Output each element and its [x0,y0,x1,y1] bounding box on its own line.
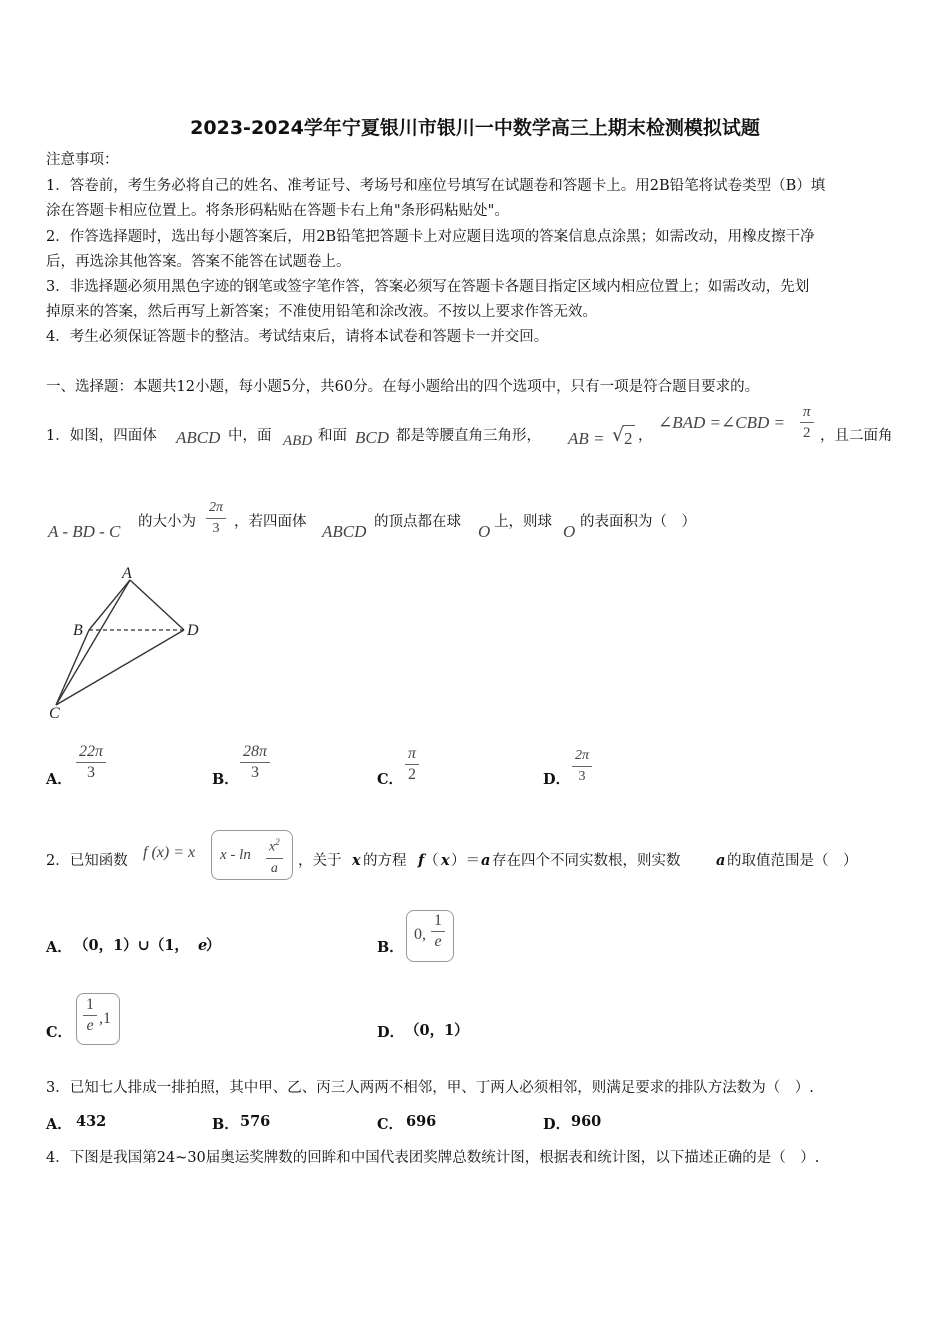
q1-text: 上，则球 [494,514,552,530]
q1-math-o: O [478,522,491,541]
vertex-label-d: D [187,622,199,639]
q2-text: 存在四个不同实数根，则实数 [492,853,681,869]
fraction-numerator: 2π [572,746,592,767]
fraction-denominator: 3 [251,764,259,781]
vertex-label-b: B [73,622,83,639]
fraction-numerator: 1 [83,995,97,1016]
q1-text: 和面 [318,428,347,444]
q2-var-x: x [352,852,361,869]
option-label: B． [212,771,239,788]
q1-math-abd: ABD [283,433,313,449]
option-label: D． [543,1116,571,1133]
option-fraction [431,911,445,952]
q2-text: 的方程 [363,853,407,869]
option-label: C． [46,1024,73,1041]
option-label: A． [46,771,72,788]
fraction-numerator: π [800,402,814,423]
q2-function: f (x) = x [143,844,196,861]
page-title: 2023-2024学年宁夏银川市银川一中数学高三上期末检测模拟试题 [190,117,760,139]
fraction-denominator: e [434,933,442,950]
option-label: C． [377,771,404,788]
option-value: 696 [406,1113,437,1130]
q2-inner: x - ln [220,847,251,863]
option-fraction [76,742,106,783]
edge-ac [56,580,130,705]
q1-math-abcd: ABCD [176,428,221,447]
vertex-label-c: C [49,705,60,722]
notice-heading: 注意事项： [46,152,119,168]
q1-angle-fraction [800,402,814,443]
option-fraction [572,746,592,787]
option-value: 960 [571,1113,602,1130]
sqrt-symbol: √ [612,424,625,446]
notice-line: 后，再选涂其他答案。答案不能答在试题卷上。 [46,254,351,270]
q1-sqrt-value: 2 [624,429,633,448]
sqrt-bar [623,425,635,426]
option-fraction [405,744,419,785]
q1-dihedral: A - BD - C [48,522,121,541]
fraction-denominator: e [86,1017,94,1034]
q2-text: ，关于 [298,853,342,869]
option-text: （0，1）∪（1， [74,937,189,954]
q1-text: 都是等腰直角三角形， [396,428,541,444]
q1-text: 的顶点都在球 [374,514,461,530]
fraction-denominator: 3 [87,764,95,781]
q1-math-abcd: ABCD [322,522,367,541]
fraction-numerator: 2π [206,498,226,519]
option-one: ,1 [99,1010,111,1027]
q2-text: （ [424,853,439,869]
q1-angle: ∠BAD =∠CBD = [658,413,785,432]
q2-var-a: a [716,852,726,869]
q2-text: 2．已知函数 [46,853,128,869]
q1-text: 1．如图，四面体 [46,428,157,444]
q1-text: 的表面积为（ ） [580,514,696,530]
var-x: x [269,839,276,855]
edge-bc [56,630,89,705]
q1-text: ，若四面体 [234,514,307,530]
fraction-denominator: 3 [212,521,220,536]
notice-line: 掉原来的答案，然后再写上新答案；不准使用铅笔和涂改液。不按以上要求作答无效。 [46,304,597,320]
q1-text: 中，面 [228,428,272,444]
notice-line: 3．非选择题必须用黑色字迹的钢笔或签字笔作答，答案必须写在答题卡各题目指定区域内相应位置上；如需改动，先划 [46,279,810,295]
q2-fraction [266,832,283,879]
fraction-numerator: π [405,744,419,765]
q1-math-bcd: BCD [355,428,389,447]
fraction-denominator: a [270,860,278,876]
option-label: A． [46,939,72,956]
edge-cd [56,630,184,705]
q4-text: 4．下图是我国第24~30届奥运奖牌数的回眸和中国代表团奖牌总数统计图，根据表和统计图，以下描述正确的是（ ）. [46,1150,820,1166]
option-label: C． [377,1116,404,1133]
fraction-numerator: 28π [240,742,270,763]
vertex-label-a: A [122,565,132,582]
q1-text: 的大小为 [138,514,196,530]
notice-line: 1．答卷前，考生务必将自己的姓名、准考证号、考场号和座位号填写在试题卷和答题卡上。用2B铅笔将试卷类型（B）填 [46,178,826,194]
fraction-numerator: 22π [76,742,106,763]
fraction-denominator: 3 [578,769,586,784]
option-label: A． [46,1116,72,1133]
q1-text: ，且二面角 [820,428,893,444]
option-label: D． [377,1024,405,1041]
option-text: （0，1） [405,1022,469,1039]
option-value: 432 [76,1113,107,1130]
option-zero: 0, [414,926,426,943]
fraction-numerator [266,832,283,859]
option-fraction [83,995,97,1036]
section-heading: 一、选择题：本题共12小题，每小题5分，共60分。在每小题给出的四个选项中，只有一项是符合题目要求的。 [46,379,760,395]
option-label: D． [543,771,571,788]
tetrahedron-figure [40,562,220,722]
option-label: B． [212,1116,239,1133]
q1-math-o: O [563,522,576,541]
fraction-denominator: 2 [803,425,811,441]
notice-line: 4．考生必须保证答题卡的整洁。考试结束后，请将本试卷和答题卡一并交回。 [46,329,549,345]
q1-math-ab: AB = [568,429,605,448]
q1-angle-fraction [206,498,226,539]
exponent: 2 [275,837,280,847]
option-fraction [240,742,270,783]
q2-text: 的取值范围是（ ） [727,853,858,869]
q2-var-a: a [481,852,491,869]
q1-text: ， [638,428,653,444]
q2-var-x: x [441,852,450,869]
q2-text: ）＝ [451,853,480,869]
option-text: ） [206,937,221,954]
edge-ab [89,580,130,630]
q3-text: 3．已知七人排成一排拍照，其中甲、乙、丙三人两两不相邻，甲、丁两人必须相邻，则满足要求的排队方法数为（ ）. [46,1080,814,1096]
option-label: B． [377,939,404,956]
option-value: 576 [240,1113,271,1130]
option-math-e: e [198,937,208,954]
edge-ad [130,580,184,630]
notice-line: 2．作答选择题时，选出每小题答案后，用2B铅笔把答题卡上对应题目选项的答案信息点涂黑；如需改动，用橡皮擦干净 [46,229,815,245]
fraction-numerator: 1 [431,911,445,932]
q2-var-f: f [418,852,425,869]
fraction-denominator: 2 [408,766,416,783]
notice-line: 涂在答题卡相应位置上。将条形码粘贴在答题卡右上角"条形码粘贴处"。 [46,203,509,219]
